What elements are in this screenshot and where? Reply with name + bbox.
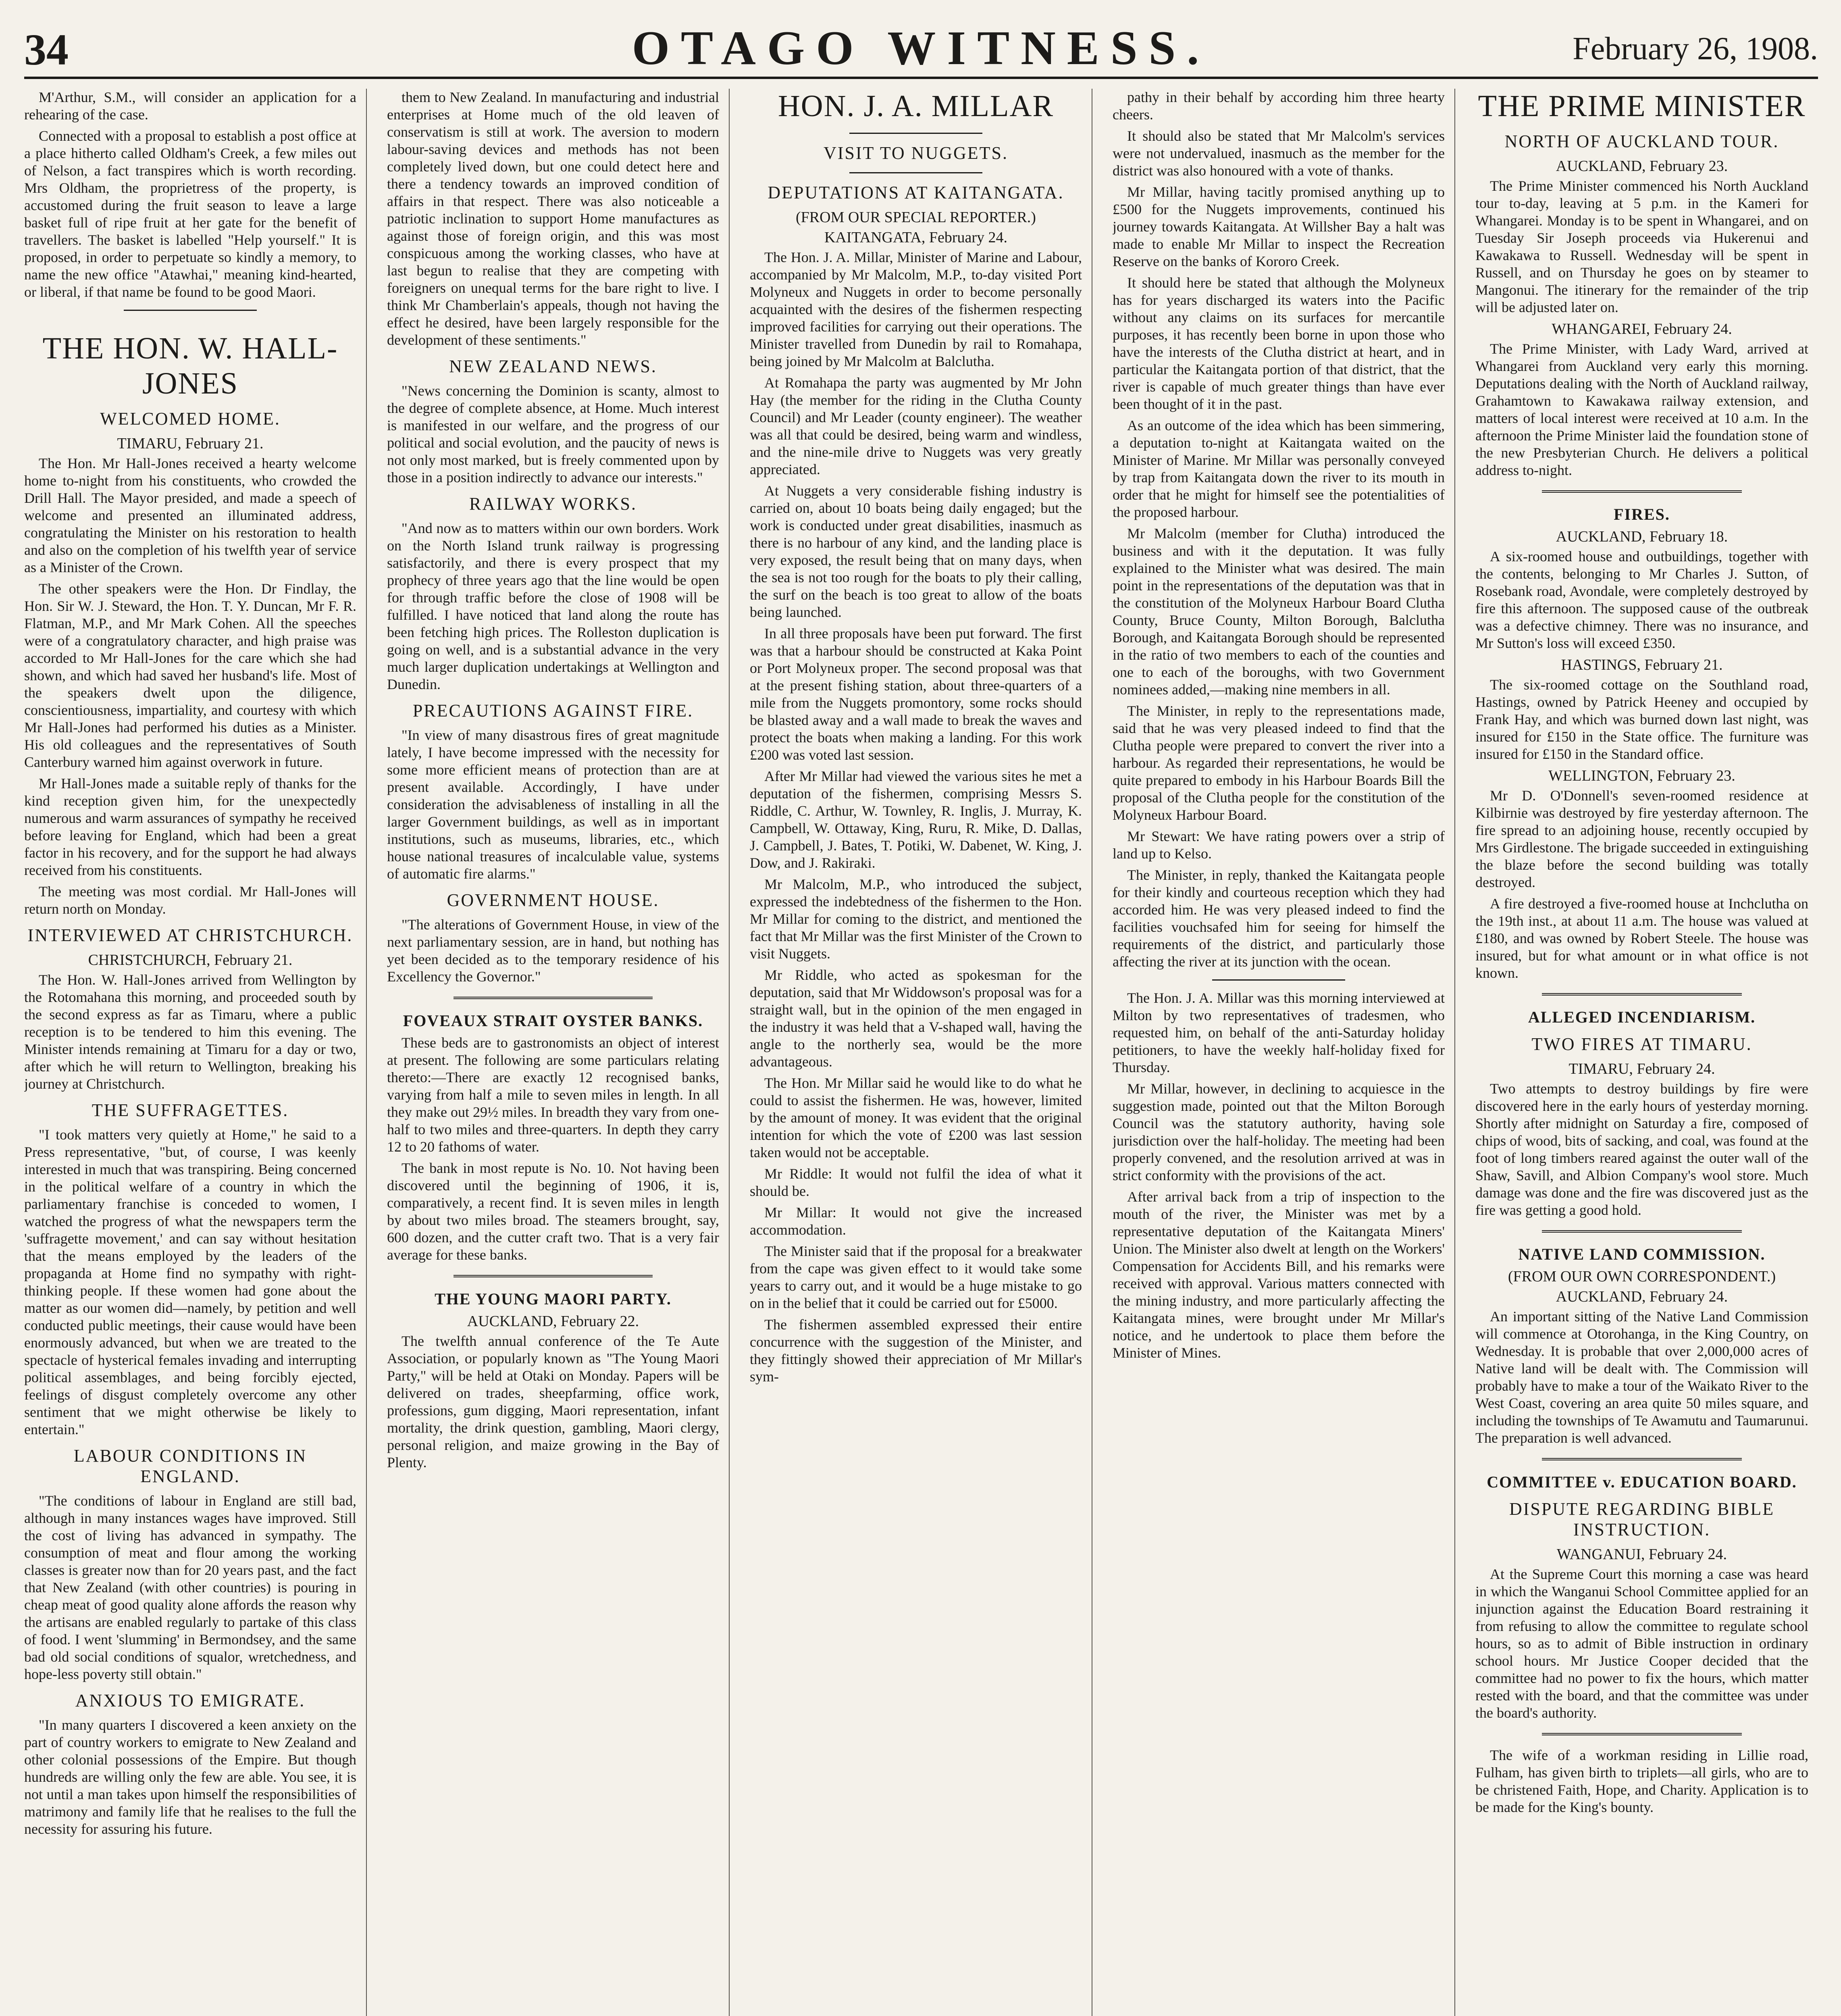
headline-millar: HON. J. A. MILLAR bbox=[778, 89, 1054, 123]
article-text: The Hon. J. A. Millar was this morning interviewed at Milton by two representatives of tradesmen, who requested him, on behalf of the anti-Saturday holiday petitioners, to have the weekly half-holiday fixed for Thursday. bbox=[1113, 990, 1445, 1075]
article-text: "The conditions of labour in England are still bad, although in many instances wages have improved. Still the cost of living has advanced in sympathy. The consumption of meat and flour among the working classes is greater now than for 20 years past, and the fact that New Zealand (with other countries) is pouring in cheap meat of good quality alone affords the reason why the artisans are enabled regularly to partake of this class of food. I went 'slumming' in Bermondsey, and the same bad old social conditions of squalor, wretchedness, and hope-less poverty still obtain." bbox=[24, 1493, 356, 1682]
article-text: A fire destroyed a five-roomed house at Inchclutha on the 19th inst., at about 11 a.m. The house was valued at £180, and was owned by Robert Steele. The house was insured, but for what amount or in what office is not known. bbox=[1475, 896, 1808, 981]
article-text: The six-roomed cottage on the Southland road, Hastings, owned by Patrick Heeney and occupied by Frank Hay, and which was burned down last night, was insured for £150 in the State office. The furniture was insured for £150 in the Standard office. bbox=[1475, 677, 1808, 762]
article-text: It should here be stated that although the Molyneux has for years discharged its waters into the Pacific without any claims on its surfaces for mercantile purposes, it has recently been borne in upon those who have the interests of the Clutha district at heart, and in particular the Kaitangata portion of that district, that the river is capable of much greater things than have ever been thought of it in the past. bbox=[1113, 275, 1445, 412]
article-text: An important sitting of the Native Land Commission will commence at Otorohanga, in the King Country, on Wednesday. It is probable that over 2,000,000 acres of Native land will be dealt with. The Commission will probably have to make a tour of the Waikato River to the West Coast, covering an area quite 50 miles square, and including the townships of Te Awamutu and Taumarunui. The preparation is well advanced. bbox=[1475, 1308, 1808, 1446]
divider bbox=[1542, 1458, 1742, 1460]
article-text: The Minister, in reply to the representations made, said that he was very pleased indeed to find that the Clutha people were prepared to convert the river into a harbour. As regarded their representations, he would be quite prepared to embody in his Harbour Boards Bill the proposal of the Clutha people for the constitution of the Molyneux Harbour Board. bbox=[1113, 703, 1445, 823]
article-text: The bank in most repute is No. 10. Not having been discovered until the beginning of 1906, it is, comparatively, a recent find. It is seven miles in length by about two miles broad. The steamers brought, say, 600 dozen, and the cutter craft two. That is a very fair average for these banks. bbox=[387, 1160, 719, 1263]
divider bbox=[849, 133, 982, 134]
article-text: Mr Riddle: It would not fulfil the idea of what it should be. bbox=[750, 1166, 1082, 1199]
article-text: Mr Stewart: We have rating powers over a strip of land up to Kelso. bbox=[1113, 828, 1445, 862]
article-text: These beds are to gastronomists an object of interest at present. The following are some particulars relating thereto:—There are exactly 12 recognised banks, varying from half a mile to seven miles in length. In all they make out 29½ miles. In breadth they vary from one-half to two miles and three-quarters. In depth they carry 12 to 20 fathoms of water. bbox=[387, 1035, 719, 1155]
byline: (FROM OUR SPECIAL REPORTER.) bbox=[796, 209, 1036, 226]
article-text: them to New Zealand. In manufacturing and industrial enterprises at Home much of the old leaven of conservatism is still at work. The aversion to modern labour-saving devices and methods has not been completely lived down, but one could detect here and there a tendency towards an improved condition of affairs in that respect. There was also noticeable a patriotic inclination to support Home manufactures as against those of foreign origin, and this was most conspicuous among the working classes, who have at last begun to realise that they are competing with foreigners on unequal terms for the bare right to live. I think Mr Chamberlain's appeals, though not having the effect he desired, have been largely responsible for the development of these sentiments." bbox=[387, 89, 719, 348]
dateline: AUCKLAND, February 24. bbox=[1556, 1288, 1728, 1305]
headline-education-board: COMMITTEE v. EDUCATION BOARD. bbox=[1487, 1473, 1797, 1491]
divider bbox=[1542, 993, 1742, 996]
article-text: The Prime Minister, with Lady Ward, arrived at Whangarei from Auckland very early this morning. Deputations dealing with the North of Auckland railway, Grahamtown to Kawakawa railway extension, and matters of local interest were received at 10 a.m. In the afternoon the Prime Minister laid the foundation stone of the new Presbyterian Church. He delivers a political address to-night. bbox=[1475, 341, 1808, 478]
article-text: Connected with a proposal to establish a post office at a place hitherto called Oldham's Creek, a few miles out of Nelson, a fact transpires which is worth recording. Mrs Oldham, the proprietress of the property, is accustomed during the fruit season to leave a large basket full of ripe fruit at her gate for the benefit of travellers. The basket is labelled "Help yourself." It is proposed, in order to perpetuate so kindly a memory, to name the new office "Atawhai," meaning kind-hearted, or liberal, if that name be found to be good Maori. bbox=[24, 128, 356, 300]
dateline: AUCKLAND, February 18. bbox=[1556, 528, 1728, 545]
article-text: After arrival back from a trip of inspection to the mouth of the river, the Minister was met by a representative deputation of the Kaitangata Miners' Union. The Minister also dwelt at length on the Workers' Compensation for Accidents Bill, and his remarks were received with approval. Various matters connected with the mining industry, and more particularly affecting the Kaitangata mines, were brought under Mr Millar's notice, and he undertook to place them before the Minister of Mines. bbox=[1113, 1189, 1445, 1361]
divider bbox=[124, 310, 257, 311]
article-text: "And now as to matters within our own borders. Work on the North Island trunk railway is progressing satisfactorily, and there is every prospect that my prophecy of three years ago that the line would be open for through traffic before the close of 1908 will be fulfilled. I have noticed that land along the route has been fetching high prices. The Rolleston duplication is going on well, and is a substantial advance in the very much larger duplication undertakings at Wellington and Dunedin. bbox=[387, 520, 719, 692]
subheadline: THE SUFFRAGETTES. bbox=[92, 1100, 289, 1120]
dateline: TIMARU, February 24. bbox=[1568, 1060, 1715, 1077]
article-text: Two attempts to destroy buildings by fire were discovered here in the early hours of yesterday morning. Shortly after midnight on Saturday a fire, composed of chips of wood, bits of sacking, and coal, was found at the foot of long timbers reared against the outer wall of the Shaw, Savill, and Albion Company's wool store. Much damage was done and the fire was discovered just as the fire was getting a good hold. bbox=[1475, 1081, 1808, 1218]
masthead bbox=[24, 16, 1818, 79]
headline-incendiarism: ALLEGED INCENDIARISM. bbox=[1528, 1008, 1756, 1026]
subheadline: RAILWAY WORKS. bbox=[469, 494, 637, 514]
article-text: "The alterations of Government House, in view of the next parliamentary session, are in hand, but nothing has yet been decided as to the temporary residence of his Excellency the Governor." bbox=[387, 916, 719, 985]
article-text: Mr Malcolm (member for Clutha) introduced the business and with it the deputation. It was fully explained to the Minister what was desired. The main point in the representations of the deputation was that in the constitution of the Molyneux Harbour Board Clutha County, Bruce County, Milton Borough, Balclutha Borough, and Kaitangata Borough should be represented in the ratio of two members to each of the counties and one to each of the boroughs, with two Government nominees added,—making nine members in all. bbox=[1113, 525, 1445, 698]
divider bbox=[1542, 1230, 1742, 1233]
dateline: WANGANUI, February 24. bbox=[1556, 1546, 1727, 1563]
article-text: Mr Malcolm, M.P., who introduced the subject, expressed the indebtedness of the fishermen to the Hon. Mr Millar for coming to the district, and mentioned the fact that Mr Millar was the first Minister of the Crown to visit Nuggets. bbox=[750, 876, 1082, 962]
dateline: AUCKLAND, February 23. bbox=[1556, 158, 1728, 175]
headline-prime-minister: THE PRIME MINISTER bbox=[1478, 89, 1806, 123]
article-text: After Mr Millar had viewed the various sites he met a deputation of the fishermen, comprising Messrs S. Riddle, C. Arthur, W. Townley, R. Inglis, J. Murray, K. Campbell, W. Ottaway, King, Ruru, R. Mike, D. Dallas, J. Campbell, J. Bates, T. Potiki, W. Dabenet, W. King, J. Dow, and J. Rakiraki. bbox=[750, 768, 1082, 871]
article-text: "In many quarters I discovered a keen anxiety on the part of country workers to emigrate to New Zealand and other colonial possessions of the Empire. But though hundreds are willing only the few are able. You see, it is not until a man takes upon himself the responsibilities of matrimony and family life that he realises to the full the necessity for assuring his future. bbox=[24, 1717, 356, 1837]
headline-oyster-banks: FOVEAUX STRAIT OYSTER BANKS. bbox=[403, 1012, 703, 1030]
article-text: At Romahapa the party was augmented by Mr John Hay (the member for the riding in the Clutha County Council) and Mr Leader (county engineer). The weather was all that could be desired, being warm and windless, and the nine-mile drive to Nuggets was very greatly appreciated. bbox=[750, 375, 1082, 477]
article-text: The wife of a workman residing in Lillie road, Fulham, has given birth to triplets—all girls, who are to be christened Faith, Hope, and Charity. Application is to be made for the King's bounty. bbox=[1475, 1747, 1808, 1815]
article-text: Mr Millar: It would not give the increased accommodation. bbox=[750, 1204, 1082, 1238]
article-text: The Prime Minister commenced his North Auckland tour to-day, leaving at 5 p.m. in the Kameri for Whangarei. Monday is to be spent in Whangarei, and on Tuesday Sir Joseph proceeds via Hukerenui and Kawakawa to Russell. Wednesday will be spent in Russell, and on Thursday he goes on by steamer to Mangonui. The itinerary for the remainder of the trip will be adjusted later on. bbox=[1475, 178, 1808, 315]
article-text: The fishermen assembled expressed their entire concurrence with the suggestion of the Minister, and they fittingly showed their appreciation of Mr Millar's sym- bbox=[750, 1316, 1082, 1385]
divider bbox=[1542, 1733, 1742, 1735]
article-text: The meeting was most cordial. Mr Hall-Jones will return north on Monday. bbox=[24, 883, 356, 917]
dateline: AUCKLAND, February 22. bbox=[467, 1313, 639, 1330]
columns bbox=[24, 89, 1818, 2016]
subheadline: NORTH OF AUCKLAND TOUR. bbox=[1504, 131, 1779, 151]
subheadline: VISIT TO NUGGETS. bbox=[823, 143, 1009, 163]
subheadline: DISPUTE REGARDING BIBLE INSTRUCTION. bbox=[1509, 1499, 1775, 1539]
divider bbox=[1212, 979, 1345, 981]
article-text: At Nuggets a very considerable fishing industry is carried on, about 10 boats being daily engaged; but the work is conducted under great disabilities, inasmuch as there is no harbour of any kind, and the landing place is very exposed, the result being that on many days, when the sea is not too rough for the boats to ply their calling, the surf on the beach is too great to allow of the boats being launched. bbox=[750, 483, 1082, 620]
headline-maori-party: THE YOUNG MAORI PARTY. bbox=[435, 1290, 672, 1308]
subheadline: WELCOMED HOME. bbox=[100, 409, 281, 429]
dateline: TIMARU, February 21. bbox=[117, 435, 264, 452]
dateline: KAITANGATA, February 24. bbox=[824, 229, 1008, 246]
headline-fires: FIRES. bbox=[1614, 505, 1670, 523]
article-text: It should also be stated that Mr Malcolm's services were not undervalued, inasmuch as the member for the district was also honoured with a vote of thanks. bbox=[1113, 128, 1445, 179]
headline-hall-jones: THE HON. W. HALL-JONES bbox=[42, 331, 338, 400]
subheadline: INTERVIEWED AT CHRISTCHURCH. bbox=[27, 925, 353, 945]
subheadline: GOVERNMENT HOUSE. bbox=[447, 890, 659, 910]
subheadline: NEW ZEALAND NEWS. bbox=[449, 356, 657, 376]
article-text: Mr Millar, having tacitly promised anything up to £500 for the Nuggets improvements, continued his journey towards Kaitangata. At Willsher Bay a halt was made to enable Mr Millar to inspect the Recreation Reserve on the banks of Kororo Creek. bbox=[1113, 184, 1445, 269]
article-text: The Hon. J. A. Millar, Minister of Marine and Labour, accompanied by Mr Malcolm, M.P., to-day visited Port Molyneux and Nuggets in order to become personally acquainted with the desires of the fishermen respecting improved facilities for carrying out their operations. The Minister travelled from Dunedin by rail to Romahapa, being joined by Mr Malcolm at Balclutha. bbox=[750, 249, 1082, 369]
article-text: Mr Hall-Jones made a suitable reply of thanks for the kind reception given him, for the unexpectedly numerous and warm assurances of sympathy he received before leaving for England, which had been a great factor in his recovery, and for the support he had always received from his constituents. bbox=[24, 775, 356, 878]
newspaper-title: OTAGO WITNESS. bbox=[632, 21, 1211, 75]
article-text: A six-roomed house and outbuildings, together with the contents, belonging to Mr Charles J. Sutton, of Rosebank road, Avondale, were completely destroyed by fire this afternoon. The supposed cause of the outbreak was a defective chimney. There was no insurance, and Mr Sutton's loss will exceed £350. bbox=[1475, 548, 1808, 651]
article-text: Mr Millar, however, in declining to acquiesce in the suggestion made, pointed out that the Milton Borough Council was the statutory authority, having sole jurisdiction over the half-holiday. The meeting had been properly convened, and the resolution arrived at was in strict conformity with the provisions of the act. bbox=[1113, 1081, 1445, 1183]
article-text: Mr D. O'Donnell's seven-roomed residence at Kilbirnie was destroyed by fire yesterday afternoon. The fire spread to an adjoining house, recently occupied by Mrs Girdlestone. The brigade succeeded in extinguishing the blaze before the second building was totally destroyed. bbox=[1475, 787, 1808, 890]
article-text: The twelfth annual conference of the Te Aute Association, or popularly known as "The Young Maori Party," will be held at Otaki on Monday. Papers will be delivered on trades, sheepfarming, office work, professions, gum digging, Maori representation, infant mortality, the drink question, gambling, Maori clergy, personal religion, and maize growing in the Bay of Plenty. bbox=[387, 1333, 719, 1470]
article-text: At the Supreme Court this morning a case was heard in which the Wanganui School Committee applied for an injunction against the Education Board restraining it from refusing to allow the committee to regulate school hours, so as to admit of Bible instruction in ordinary school hours. Mr Justice Cooper decided that the committee had no power to fix the hours, which matter rested with the board, and that the committee was under the board's authority. bbox=[1475, 1566, 1808, 1721]
article-text: The Hon. Mr Hall-Jones received a hearty welcome home to-night from his constituents, who crowded the Drill Hall. The Mayor presided, and made a speech of welcome and presented an illuminated address, congratulating the Minister on his restoration to health and also on the completion of his twelfth year of service as a Minister of the Crown. bbox=[24, 455, 356, 575]
article-text: Mr Riddle, who acted as spokesman for the deputation, said that Mr Widdowson's proposal was for a straight wall, but in the opinion of the men engaged in the industry it was held that a V-shaped wall, having the angle to the northerly sea, would be the more advantageous. bbox=[750, 967, 1082, 1070]
page-number: 34 bbox=[24, 25, 69, 74]
subheadline: TWO FIRES AT TIMARU. bbox=[1531, 1034, 1752, 1054]
subheadline: ANXIOUS TO EMIGRATE. bbox=[75, 1691, 306, 1710]
subheadline: PRECAUTIONS AGAINST FIRE. bbox=[412, 701, 694, 721]
column-4 bbox=[1113, 89, 1455, 2016]
dateline: WHANGAREI, February 24. bbox=[1552, 321, 1732, 337]
article-text: The Minister said that if the proposal for a breakwater from the cape was given effect to it would take some years to carry out, and it would be a huge mistake to go on in the belief that it could be carried out for £5000. bbox=[750, 1243, 1082, 1311]
column-3 bbox=[750, 89, 1092, 2016]
article-text: The Hon. Mr Millar said he would like to do what he could to assist the fishermen. He was, however, limited by the amount of money. It was evident that the original intention for which the vote of £200 was last session taken would not be acceptable. bbox=[750, 1075, 1082, 1160]
article-text: The Minister, in reply, thanked the Kaitangata people for their kindly and courteous reception which they had accorded him. He was very pleased indeed to find the facilities vouchsafed him for seeing for himself the requirements of the district, and particularly those affecting the river at its junction with the ocean. bbox=[1113, 867, 1445, 970]
article-text: "I took matters very quietly at Home," he said to a Press representative, "but, of course, I was keenly interested in much that was transpiring. Being concerned in the political welfare of a country in which the parliamentary franchise is conceded to women, I watched the progress of what the newspapers term the 'suffragette movement,' and can say without hesitation that the means employed by the leaders of the propaganda at Home find no sympathy with right-thinking people. If these women had gone about the matter as our women did—namely, by petition and well conducted public meetings, their cause would have been enormously advanced, but when we are treated to the spectacle of hysterical females invading and interrupting political assemblages, and being forcibly ejected, feelings of disgust completely overcome any other sentiment that we might otherwise be likely to entertain." bbox=[24, 1127, 356, 1437]
headline-native-land: NATIVE LAND COMMISSION. bbox=[1518, 1245, 1766, 1263]
issue-date: February 26, 1908. bbox=[1573, 31, 1818, 67]
divider bbox=[453, 997, 653, 999]
divider bbox=[849, 172, 982, 173]
subheadline: DEPUTATIONS AT KAITANGATA. bbox=[768, 183, 1064, 202]
divider bbox=[453, 1275, 653, 1277]
article-text: "In view of many disastrous fires of great magnitude lately, I have become impressed with the necessity for some more efficient means of protection than are at present available. Accordingly, I have under consideration the advisableness of installing in all the larger Government buildings, as well as in important institutions, such as museums, libraries, etc., which house national treasures of incalculable value, systems of automatic fire alarms." bbox=[387, 727, 719, 882]
dateline: CHRISTCHURCH, February 21. bbox=[88, 952, 293, 968]
column-1 bbox=[24, 89, 367, 2016]
column-2 bbox=[387, 89, 730, 2016]
dateline: HASTINGS, February 21. bbox=[1561, 656, 1723, 673]
article-text: "News concerning the Dominion is scanty, almost to the degree of complete absence, at Home. Much interest is manifested in our welfare, and the progress of our political and social evolution, and the paucity of news is not only most marked, but is freely commented upon by those in a position indirectly to advance our interests." bbox=[387, 383, 719, 485]
article-text: In all three proposals have been put forward. The first was that a harbour should be constructed at Kaka Point or Port Molyneux proper. The second proposal was that at the present fishing station, about three-quarters of a mile from the Nuggets promontory, some rocks should be blasted away and a wall made to break the waves and protect the boats when making a landing. For this work £200 was voted last session. bbox=[750, 625, 1082, 763]
divider bbox=[1542, 490, 1742, 493]
article-text: The Hon. W. Hall-Jones arrived from Wellington by the Rotomahana this morning, and proceeded south by the second express as far as Timaru, where a public reception is to be tendered to him this evening. The Minister intends remaining at Timaru for a day or two, after which he will return to Wellington, breaking his journey at Christchurch. bbox=[24, 972, 356, 1092]
column-5 bbox=[1475, 89, 1818, 2016]
article-text: As an outcome of the idea which has been simmering, a deputation to-night at Kaitangata waited on the Minister of Marine. Mr Millar was personally conveyed by trap from Kaitangata down the river to its mouth in order that he might for himself see the potentialities of the proposed harbour. bbox=[1113, 417, 1445, 520]
article-text: The other speakers were the Hon. Dr Findlay, the Hon. Sir W. J. Steward, the Hon. T. Y. Duncan, Mr F. R. Flatman, M.P., and Mr Mark Cohen. All the speeches were of a congratulatory character, and high praise was accorded to Mr Hall-Jones for the care which she had shown, and which had saved her husband's life. Most of the speakers dwelt upon the diligence, conscientiousness, impartiality, and courtesy with which Mr Hall-Jones had performed his duties as a Minister. His old colleagues and the representatives of South Canterbury warned him against overwork in future. bbox=[24, 581, 356, 770]
byline: (FROM OUR OWN CORRESPONDENT.) bbox=[1508, 1268, 1776, 1285]
article-text: M'Arthur, S.M., will consider an application for a rehearing of the case. bbox=[24, 89, 356, 123]
dateline: WELLINGTON, February 23. bbox=[1548, 767, 1735, 784]
subheadline: LABOUR CONDITIONS IN ENGLAND. bbox=[73, 1446, 307, 1486]
article-text: pathy in their behalf by according him three hearty cheers. bbox=[1113, 89, 1445, 123]
